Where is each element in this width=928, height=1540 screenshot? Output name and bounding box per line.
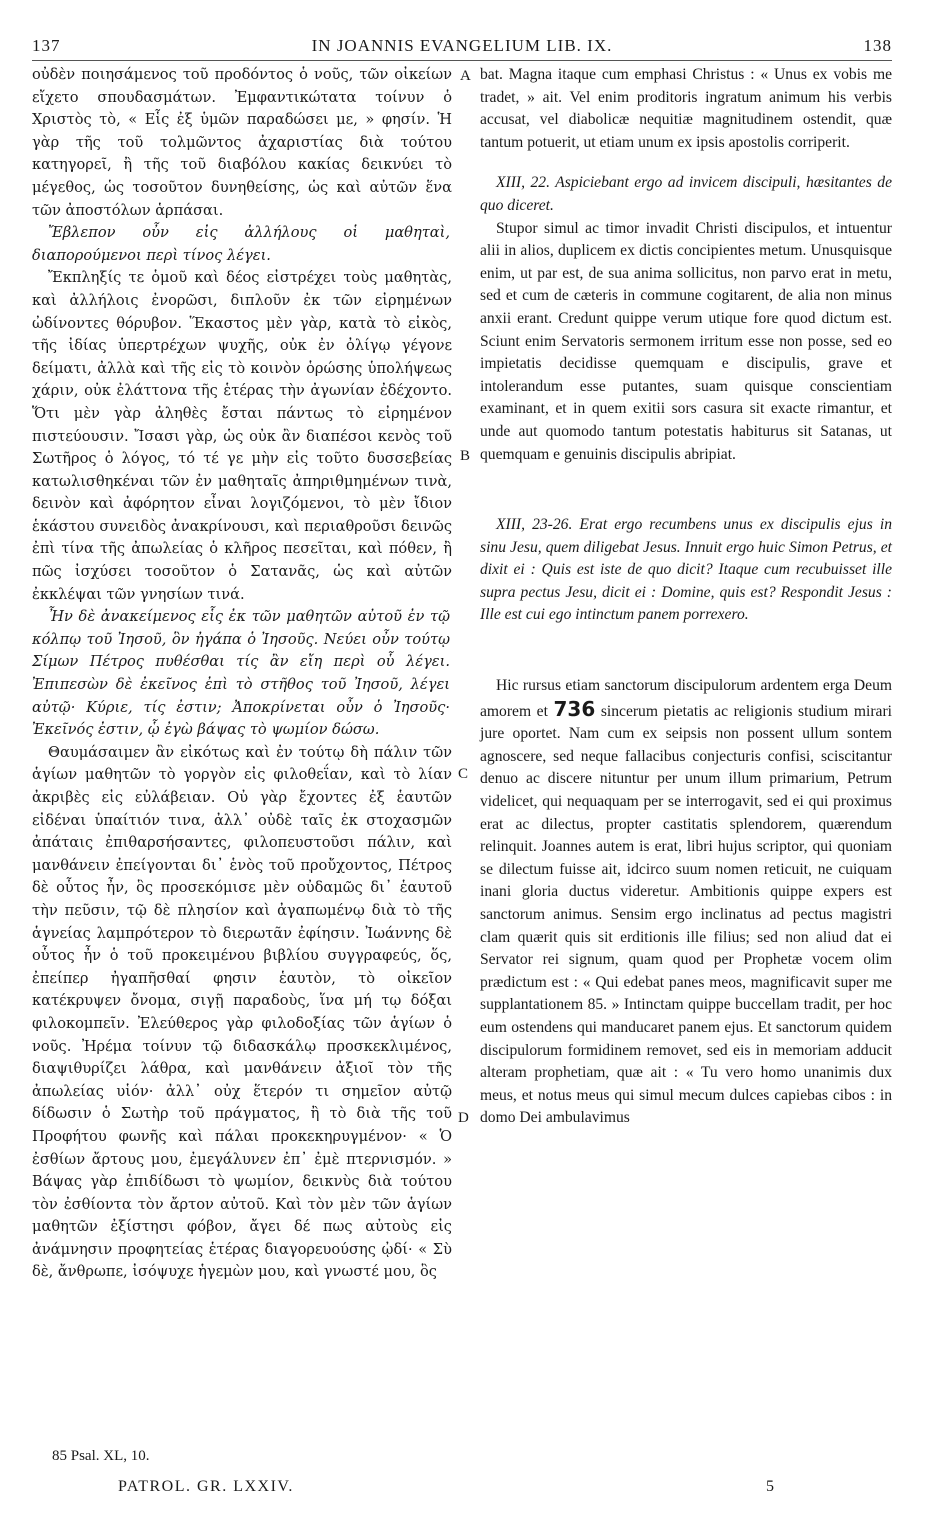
sheet-number: 5 <box>766 1478 774 1495</box>
header-rule <box>32 60 892 61</box>
right-page-number: 138 <box>863 36 892 55</box>
running-title: IN JOANNIS EVANGELIUM LIB. IX. <box>311 36 613 55</box>
latin-column <box>480 64 892 1130</box>
greek-lemma: Ἦν δὲ ἀνακείμενος εἷς ἐκ τῶν μαθητῶν αὐτοῦ ἐν τῷ κόλπῳ τοῦ Ἰησοῦ, ὃν ἠγάπα ὁ Ἰησοῦς. Νεύει οὖν τούτῳ Σίμων Πέτρος πυθέσθαι τίς ἂν εἴη περὶ οὗ λέγει. Ἐπιπεσὼν δὲ ἐκεῖνος ἐπὶ τὸ στῆθος τοῦ Ἰησοῦ, λέγει αὐτῷ· Κύριε, τίς ἐστιν; Ἀποκρίνεται οὖν ὁ Ἰησοῦς· Ἐκεῖνός ἐστιν, ᾧ ἐγὼ βάψας τὸ ψωμίον δώσω. <box>32 608 450 739</box>
left-page-number: 137 <box>32 36 61 55</box>
greek-paragraph: οὐδὲν ποιησάμενος τοῦ προδόντος ὁ νοῦς, τῶν οἰκείων εἴχετο σπουδασμάτων. Ἐμφαντικώτατα τοίνυν ὁ Χριστὸς τὸ, « Εἷς ἐξ ὑμῶν παραδώσει με, » φησίν. Ἡ γὰρ τῆς τοῦ τολμῶντος ἀχαριστίας διὰ τούτου κατηγορεῖ, ἢ τῆς τοῦ διαβόλου κακίας δεικνύει τὸ μέγεθος, ὡς τοσοῦτον δυνηθείσης, ὡς καὶ αὐτῶν ἕνα τῶν ἀποστόλων ἁρπάσαι. <box>32 66 452 219</box>
margin-letter-c: C <box>458 766 469 782</box>
greek-paragraph: Ἔκπληξίς τε ὁμοῦ καὶ δέος εἰστρέχει τοὺς μαθητὰς, καὶ ἀλλήλοις ἐνορῶσι, διπλοῦν ἐκ τῶν εἰρημένων ὠδίνοντες θόρυβον. Ἕκαστος μὲν γὰρ, κατὰ τὸ εἰκὸς, τῆς ἰδίας ὑπερτρέχων ψυχῆς, οὐκ ἐν ὀλίγῳ γέγονε δείματι, ἀλλὰ καὶ τῆς εἰς τὸ κοινὸν ὁρώσης ὑπολήψεως χάριν, οὐκ ἐλάττονα τῆς ἑτέρας τὴν ἀγωνίαν ἐδέχοντο. Ὅτι μὲν γὰρ ἀληθὲς ἔσται πάντως τὸ εἰρημένον πιστεύουσιν. Ἴσασι γὰρ, ὡς οὐκ ἂν διαπέσοι κενὸς τοῦ Σωτῆρος ὁ λόγος, τό τέ γε μὴν εἰς τοῦτο δυσσεβείας κατωλισθηκέναι τῶν ἐν μαθηταῖς ἀπηριθμημένων τινὰ, δεινὸν καὶ ἀφόρητον εἶναι λογιζόμενοι, τὸ μὲν ἴδιον ἑκάστου συνειδὸς ἀνακρίνουσι, καὶ περιαθροῦσι δεινῶς ἐπὶ τίνα τῆς ἀπωλείας ὁ κλῆρος πεσεῖται, καὶ πόθεν, ἢ πῶς ἰσχύσει τοσοῦτον ὁ Σατανᾶς, ὡς καὶ αὐτῶν ἐκκλέψαι τῶν γνησίων τινά. <box>32 269 452 603</box>
margin-letter-d: D <box>458 1110 469 1126</box>
greek-lemma: Ἔβλεπον οὖν εἰς ἀλλήλους οἱ μαθηταὶ, διαπορούμενοι περὶ τίνος λέγει. <box>32 224 450 264</box>
latin-lemma: XIII, 23-26. Erat ergo recumbens unus ex discipulis ejus in sinu Jesu, quem diligebat Jesus. Innuit ergo huic Simon Petrus, et dixit ei : Quis est iste de quo dicit? Itaque cum recubuisset ille supra pectus Jesu, dicit ei : Domine, quis est? Respondit Jesus : Ille est cui ego intinctum panem porrexero. <box>480 516 892 624</box>
column-number: 736 <box>553 696 596 721</box>
latin-paragraph <box>480 675 892 1130</box>
footnote: 85 Psal. XL, 10. <box>52 1448 150 1464</box>
latin-lemma: XIII, 22. Aspiciebant ergo ad invicem discipuli, hæsitantes de quo diceret. <box>480 174 892 214</box>
margin-letter-a: A <box>460 68 471 84</box>
series-signature: PATROL. GR. LXXIV. <box>118 1478 294 1495</box>
latin-paragraph: Stupor simul ac timor invadit Christi discipulos, et intuentur alii in alios, duplicem ex dictis concipientes metum. Unusquisque enim, ut par est, de sua anima sollicitus, non parvo erat in metu, sed et cum de cæteris in commune cogitarent, de alia non minus anxii erant. Credunt quippe verum utique fore quod dictum est. Sciunt enim Servatoris sermonem irritum esse non posse, sed eo impietatis decidisse quemquam e discipulis, grave et intolerandum esse putantes, suam quisque conscientiam examinant, et in quem exitii sors casura sit exacte rimantur, et unde aut quomodo tantum potestatis habiturus sit Satanas, ut quemquam e genuinis discipulis abripiat. <box>480 219 892 463</box>
greek-paragraph: Θαυμάσαιμεν ἂν εἰκότως καὶ ἐν τούτῳ δὴ πάλιν τῶν ἁγίων μαθητῶν τὸ γοργὸν εἰς φιλοθεΐαν, καὶ τὸ λίαν ἀκριβὲς εἰς εὐλάβειαν. Οὐ γὰρ ἔχοντες ἐξ ἑαυτῶν εἰδέναι ὑπαίτιόν τινα, ἀλλ᾽ οὐδὲ ταῖς ἐκ στοχασμῶν ἀπάταις ἐπιθαρσήσαντες, φιλοπευστοῦσι πάλιν, καὶ μανθάνειν ἐπείγονται δι᾽ ἑνὸς τοῦ προὔχοντος, Πέτρος δὲ οὗτος ἦν, ὃς προσεκόμισε μὲν οὐδαμῶς δι᾽ ἑαυτοῦ τὴν πεῦσιν, τῷ δὲ πλησίον καὶ ἀγαπωμένῳ διὰ τὸ τῆς ἁγνείας λαμπρότερον τὸ διερωτᾶν ἐφίησιν. Ἰωάννης δὲ οὗτος ἦν ὁ τοῦ προκειμένου βιβλίου συγγραφεύς, ὅς, ἐπείπερ ἠγαπῆσθαί φησιν ἑαυτὸν, τὸ οἰκεῖον κατέκρυψεν ὄνομα, σιγῇ παραδοὺς, ἵνα μή τῳ δόξαι φιλοκομπεῖν. Ἐλεύθερος γὰρ φιλοδοξίας τῶν ἁγίων ὁ νοῦς. Ἠρέμα τοίνυν τῷ διδασκάλῳ προσκεκλιμένος, διαψιθυρίζει λάθρα, καὶ μανθάνειν ἀξιοῖ τὸν τῆς ἀπωλείας υἱόν· ἀλλ᾽ οὐχ ἕτερόν τι σημεῖον αὐτῷ δίδωσιν ὁ Σωτὴρ τοῦ πράγματος, ἢ τὸ διὰ τῆς τοῦ Προφήτου φωνῆς καὶ πάλαι προκεκηρυγμένον· « Ὁ ἐσθίων ἄρτους μου, ἐμεγάλυνεν ἐπ᾽ ἐμὲ πτερνισμόν. » Βάψας γὰρ ἐπιδίδωσι τὸ ψωμίον, δεικνὺς διὰ τούτου τὸν ἐσθίοντα τὸν ἄρτον αὐτοῦ. Καὶ τὸν μὲν τῶν ἁγίων μαθητῶν ἐξίστησι φόβον, ἄγει δέ πως αὐτοὺς εἰς ἀνάμνησιν προφητείας ἑτέρας διαγορευούσης ᾠδί· « Σὺ δὲ, ἄνθρωπε, ἰσόψυχε ἡγεμὼν μου, καὶ γνωστέ μου, ὃς <box>32 743 452 1281</box>
greek-column <box>32 64 452 1284</box>
margin-letter-b: B <box>460 448 471 464</box>
latin-paragraph: bat. Magna itaque cum emphasi Christus : « Unus ex vobis me tradet, » ait. Vel enim proditoris ingratum animum his verbis accusat, vel diabolicæ nequitiæ magnitudinem ostendit, quæ tantum potuerit, ut etiam unum ex ipsis apostolis corriperit. <box>480 66 892 151</box>
latin-text: sincerum pietatis ac religionis studium mirari jure oportet. Nam cum ex seipsis non possent ullum sontem agnoscere, sed neque fallacibus conjecturis confisi, sciscitantur denuo ac discere nituntur per unum illum primarium, Petrum videlicet, qui nequaquam per se interrogavit, sed ei qui proximus erat ac dilectus, propter castitatis splendorem, quærendum relinquit. Joannes autem is erat, libri hujus scriptor, qui quoniam se dilectum fuisse ait, idcirco suum nomen reticuit, ne cuiquam inani gloria ductus videretur. Ambitionis quippe expers est sanctorum animus. Sensim ergo inclinatus ad pectus magistri clam quærit quis sit erditionis ille filius; sed non aliud dat ei Servator rei signum, quam quod per Prophetæ vocem olim prædictum est : « Qui edebat panes meos, magnificavit super me supplantationem 85. » Intinctam quippe buccellam tradit, per hoc eum ostendens qui manducaret panem ejus. Et sanctorum quidem discipulorum formidinem removet, sed eis in memoriam adducit alteram prophetiam, quæ ait : « Tu vero homo unanimis dux meus, et notus meus qui simul mecum dulces capiebas cibos : in domo Dei ambulavimus <box>480 702 892 1127</box>
running-header <box>32 36 892 60</box>
latin-text: Hic rursus etiam sanctorum discipulorum ardentem erga Deum amorem et <box>480 677 892 720</box>
